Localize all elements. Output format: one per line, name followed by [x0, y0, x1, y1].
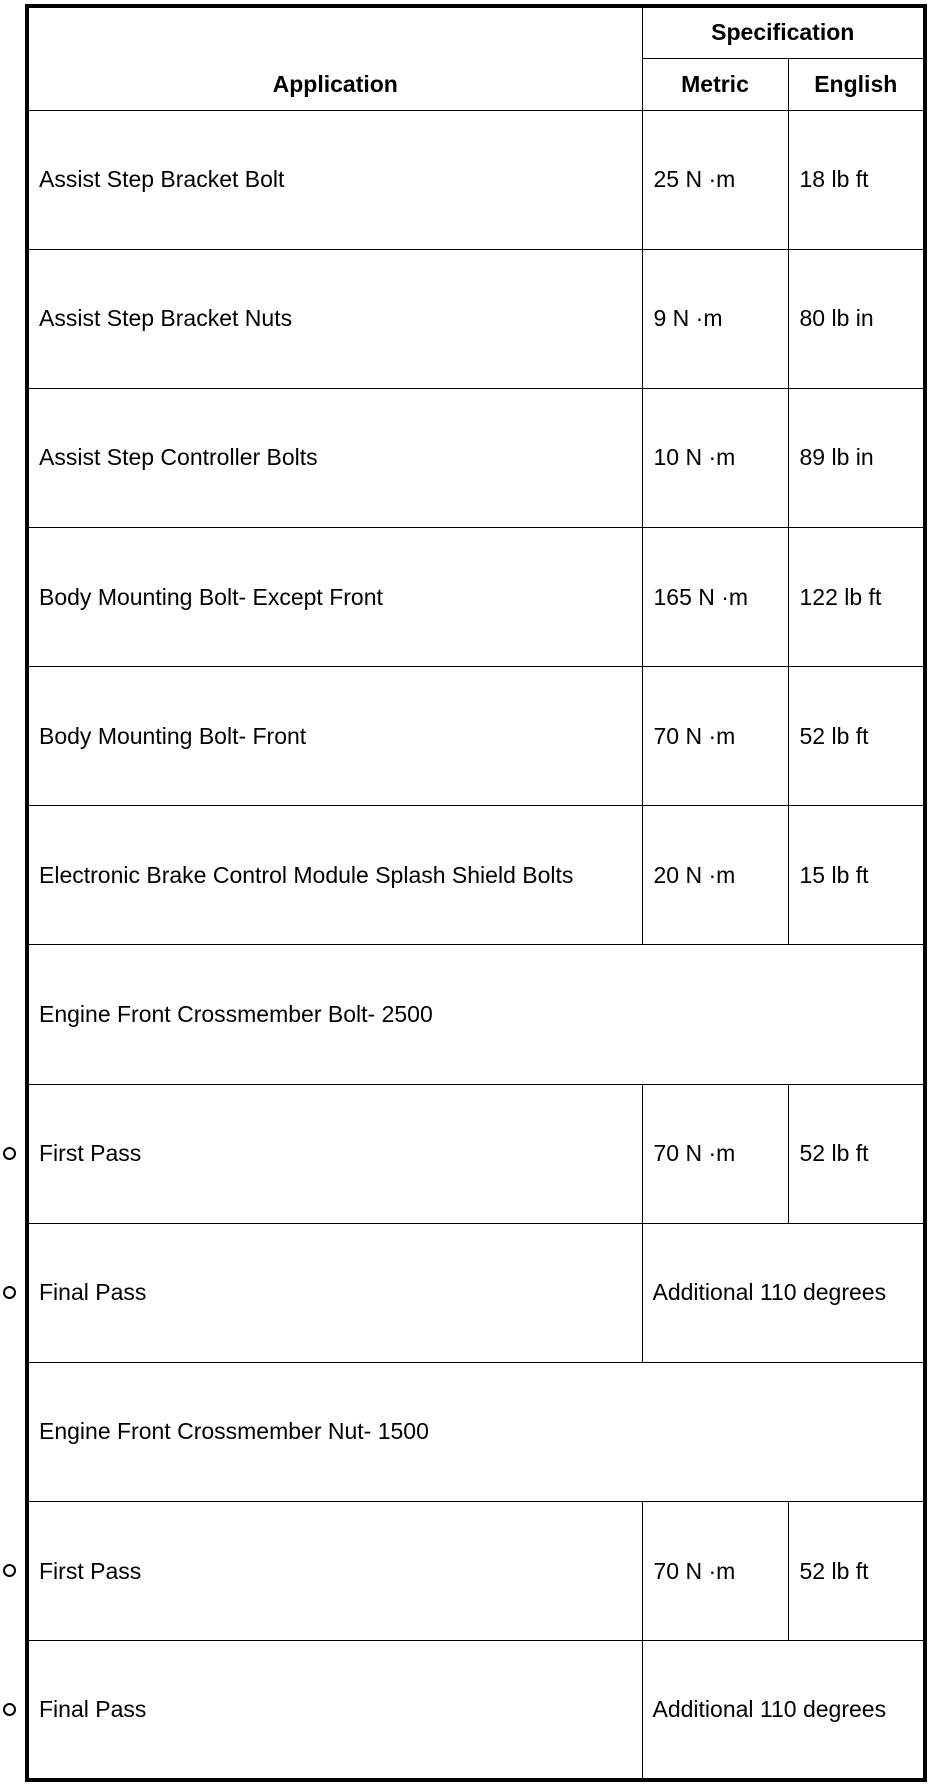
english-cell: 18 lb ft: [788, 110, 925, 249]
group-heading-cell: Engine Front Crossmember Nut- 1500: [27, 1362, 925, 1501]
specification-cell: Additional 110 degrees: [642, 1223, 925, 1362]
bullet-circle-icon: [3, 1286, 16, 1299]
english-cell: 15 lb ft: [788, 806, 925, 945]
table-row: [27, 527, 925, 666]
table-row-group-heading: [27, 1362, 925, 1501]
english-cell: 80 lb in: [788, 249, 925, 388]
english-cell: 122 lb ft: [788, 527, 925, 666]
application-cell: Assist Step Controller Bolts: [27, 388, 642, 527]
table-row: [27, 1641, 925, 1780]
application-cell: Final Pass: [27, 1641, 642, 1780]
application-cell: Body Mounting Bolt- Front: [27, 667, 642, 806]
table-row: [27, 110, 925, 249]
metric-cell: 70 N ·m: [642, 667, 788, 806]
bullet-circle-icon: [3, 1703, 16, 1716]
table-row: [27, 1084, 925, 1223]
specification-cell: Additional 110 degrees: [642, 1641, 925, 1780]
metric-cell: 9 N ·m: [642, 249, 788, 388]
metric-cell: 70 N ·m: [642, 1502, 788, 1641]
english-cell: 52 lb ft: [788, 1084, 925, 1223]
application-cell: First Pass: [27, 1084, 642, 1223]
table-row: [27, 388, 925, 527]
english-cell: 52 lb ft: [788, 667, 925, 806]
application-cell: First Pass: [27, 1502, 642, 1641]
application-cell: Assist Step Bracket Nuts: [27, 249, 642, 388]
header-specification: Specification: [642, 6, 925, 58]
table-row: [27, 1502, 925, 1641]
table-row: [27, 1223, 925, 1362]
bullet-circle-icon: [3, 1147, 16, 1160]
header-application: Application: [27, 6, 642, 110]
application-cell: Body Mounting Bolt- Except Front: [27, 527, 642, 666]
table-row: [27, 806, 925, 945]
bullet-circle-icon: [3, 1564, 16, 1577]
application-cell: Assist Step Bracket Bolt: [27, 110, 642, 249]
metric-cell: 10 N ·m: [642, 388, 788, 527]
english-cell: 52 lb ft: [788, 1502, 925, 1641]
english-cell: 89 lb in: [788, 388, 925, 527]
table-row-group-heading: [27, 945, 925, 1084]
table-row: [27, 667, 925, 806]
group-heading-cell: Engine Front Crossmember Bolt- 2500: [27, 945, 925, 1084]
application-cell: Electronic Brake Control Module Splash Shield Bolts: [27, 806, 642, 945]
table-row: [27, 249, 925, 388]
application-cell: Final Pass: [27, 1223, 642, 1362]
metric-cell: 165 N ·m: [642, 527, 788, 666]
header-metric: Metric: [642, 58, 788, 110]
metric-cell: 25 N ·m: [642, 110, 788, 249]
torque-specification-table: [25, 4, 927, 1782]
header-english: English: [788, 58, 925, 110]
metric-cell: 70 N ·m: [642, 1084, 788, 1223]
metric-cell: 20 N ·m: [642, 806, 788, 945]
